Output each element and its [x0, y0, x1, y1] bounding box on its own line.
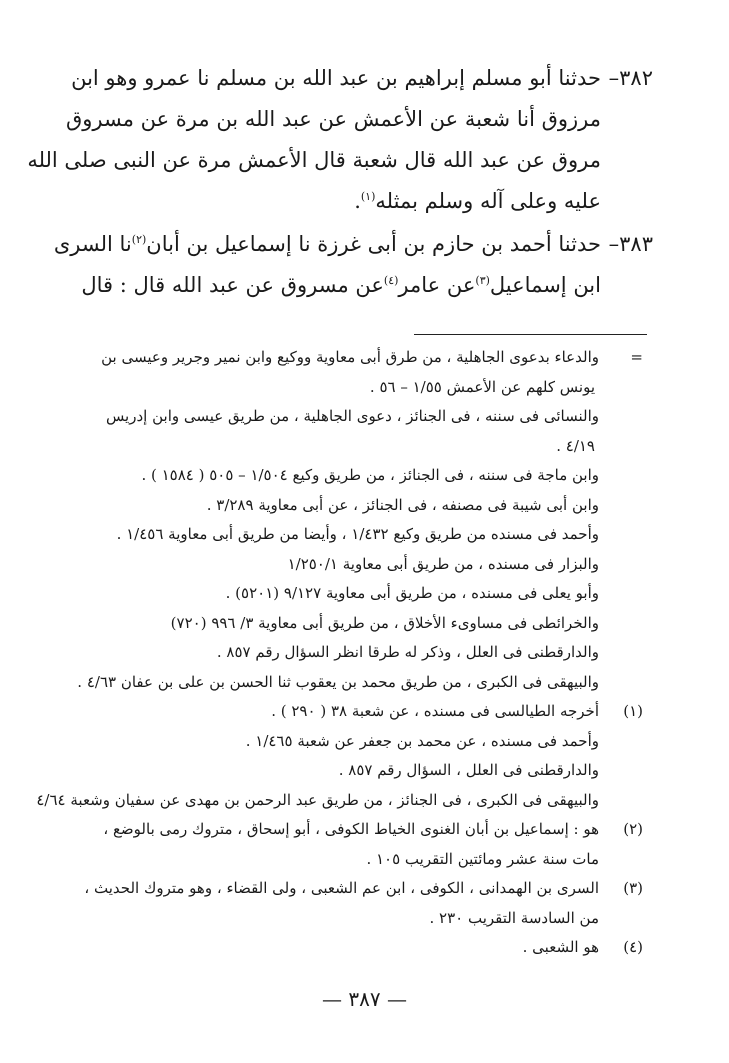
- footnotes: [36, 343, 651, 963]
- text-segment: عليه وعلى آله وسلم بمثله: [375, 189, 601, 213]
- text-line: مروق عن عبد الله قال شعبة قال الأعمش مرة عن النبى صلى الله: [27, 148, 601, 172]
- footnote-line: والبيهقى فى الكبرى ، من طريق محمد بن يعقوب ثنا الحسن بن على بن عفان ٤/٦٣ .: [77, 672, 599, 691]
- footnote-line: وأبو يعلى فى مسنده ، من طريق أبى معاوية ٩/١٢٧ (٥٢٠١) .: [225, 584, 599, 602]
- footnote-ref: (١): [360, 190, 376, 203]
- hadith-entry-383: [53, 224, 653, 306]
- footnote-4: [88, 933, 651, 963]
- hadith-number: ٣٨٣–: [608, 232, 653, 256]
- text-segment: نا السرى: [53, 232, 132, 256]
- footnote-2: [88, 815, 651, 874]
- text-segment: عن مسروق عن عبد الله قال : قال: [81, 273, 384, 297]
- footnote-line: والدعاء بدعوى الجاهلية ، من طرق أبى معاوية ووكيع وابن نمير وجرير وعيسى بن: [101, 348, 599, 366]
- footnote-line: ٤/١٩ .: [556, 436, 595, 455]
- footnote-mark: (٢): [623, 820, 643, 838]
- footnote-line: وأحمد فى مسنده ، عن محمد بن جعفر عن شعبة ١/٤٦٥ .: [245, 731, 599, 750]
- footnote-mark: (٣): [623, 879, 643, 897]
- text-segment: حدثنا أحمد بن حازم بن أبى غرزة نا إسماعيل بن أبان: [146, 232, 601, 256]
- footnote-line: والبزار فى مسنده ، من طريق أبى معاوية ١/٢٥٠/١: [287, 554, 599, 573]
- text-line: [81, 265, 601, 306]
- footnote-line: هو : إسماعيل بن أبان الغنوى الخياط الكوفى ، أبو إسحاق ، متروك رمى بالوضع ،: [103, 820, 599, 838]
- footnote-ref: (٤): [383, 274, 399, 287]
- text-line: مرزوق أنا شعبة عن الأعمش عن عبد الله بن مرة عن مسروق: [65, 107, 601, 131]
- footnote-1: [36, 697, 651, 815]
- footnote-line: من السادسة التقريب ٢٣٠ .: [429, 908, 599, 927]
- footnote-continued: [77, 343, 651, 697]
- text-segment: ابن إسماعيل: [489, 273, 601, 297]
- footnote-line: وأحمد فى مسنده من طريق وكيع ١/٤٣٢ ، وأيضا من طريق أبى معاوية ١/٤٥٦ .: [116, 525, 599, 543]
- text-line: [92, 181, 601, 222]
- footnote-3: [84, 874, 651, 933]
- footnote-line: والدارقطنى فى العلل ، السؤال رقم ٨٥٧ .: [338, 761, 599, 779]
- footnote-line: السرى بن الهمدانى ، الكوفى ، ابن عم الشعبى ، ولى القضاء ، وهو متروك الحديث ،: [84, 879, 599, 897]
- text-segment: .: [354, 189, 361, 213]
- footnote-mark: (٤): [623, 938, 643, 956]
- main-text: [27, 58, 653, 308]
- footnote-line: والدارقطنى فى العلل ، وذكر له طرقا انظر السؤال رقم ٨٥٧ .: [216, 643, 599, 661]
- page-number: — ٣٨٧ —: [322, 987, 407, 1011]
- footnote-ref: (٣): [475, 274, 490, 287]
- footnote-line: يونس كلهم عن الأعمش ١/٥٥ – ٥٦ .: [369, 377, 595, 396]
- hadith-number: ٣٨٢–: [608, 66, 653, 90]
- footnote-line: أخرجه الطيالسى فى مسنده ، عن شعبة ٣٨ ( ٢٩٠ ) .: [271, 702, 599, 720]
- footnote-divider: [414, 334, 647, 335]
- text-line: [53, 224, 601, 265]
- footnote-line: وابن ماجة فى سننه ، فى الجنائز ، من طريق وكيع ١/٥٠٤ – ٥٠٥ ( ١٥٨٤ ) .: [141, 466, 599, 484]
- footnote-mark: =: [630, 348, 643, 366]
- footnote-line: وابن أبى شيبة فى مصنفه ، فى الجنائز ، عن أبى معاوية ٣/٢٨٩ .: [206, 495, 599, 514]
- footnote-line: هو الشعبى .: [522, 938, 599, 956]
- text-line: حدثنا أبو مسلم إبراهيم بن عبد الله بن مسلم نا عمرو وهو ابن: [71, 66, 601, 90]
- hadith-entry-382: [27, 58, 653, 222]
- footnote-line: مات سنة عشر ومائتين التقريب ١٠٥ .: [366, 849, 599, 868]
- footnote-mark: (١): [623, 702, 643, 720]
- footnote-line: والبيهقى فى الكبرى ، فى الجنائز ، من طريق عبد الرحمن بن مهدى عن سفيان وشعبة ٤/٦٤: [36, 790, 599, 809]
- text-segment: عن عامر: [398, 273, 476, 297]
- footnote-ref: (٢): [131, 233, 147, 246]
- footnote-line: والخرائطى فى مساوىء الأخلاق ، من طريق أبى معاوية ٣/ ٩٩٦ (٧٢٠): [170, 613, 599, 632]
- footnote-line: والنسائى فى سننه ، فى الجنائز ، دعوى الجاهلية ، من طريق عيسى وابن إدريس: [105, 407, 599, 425]
